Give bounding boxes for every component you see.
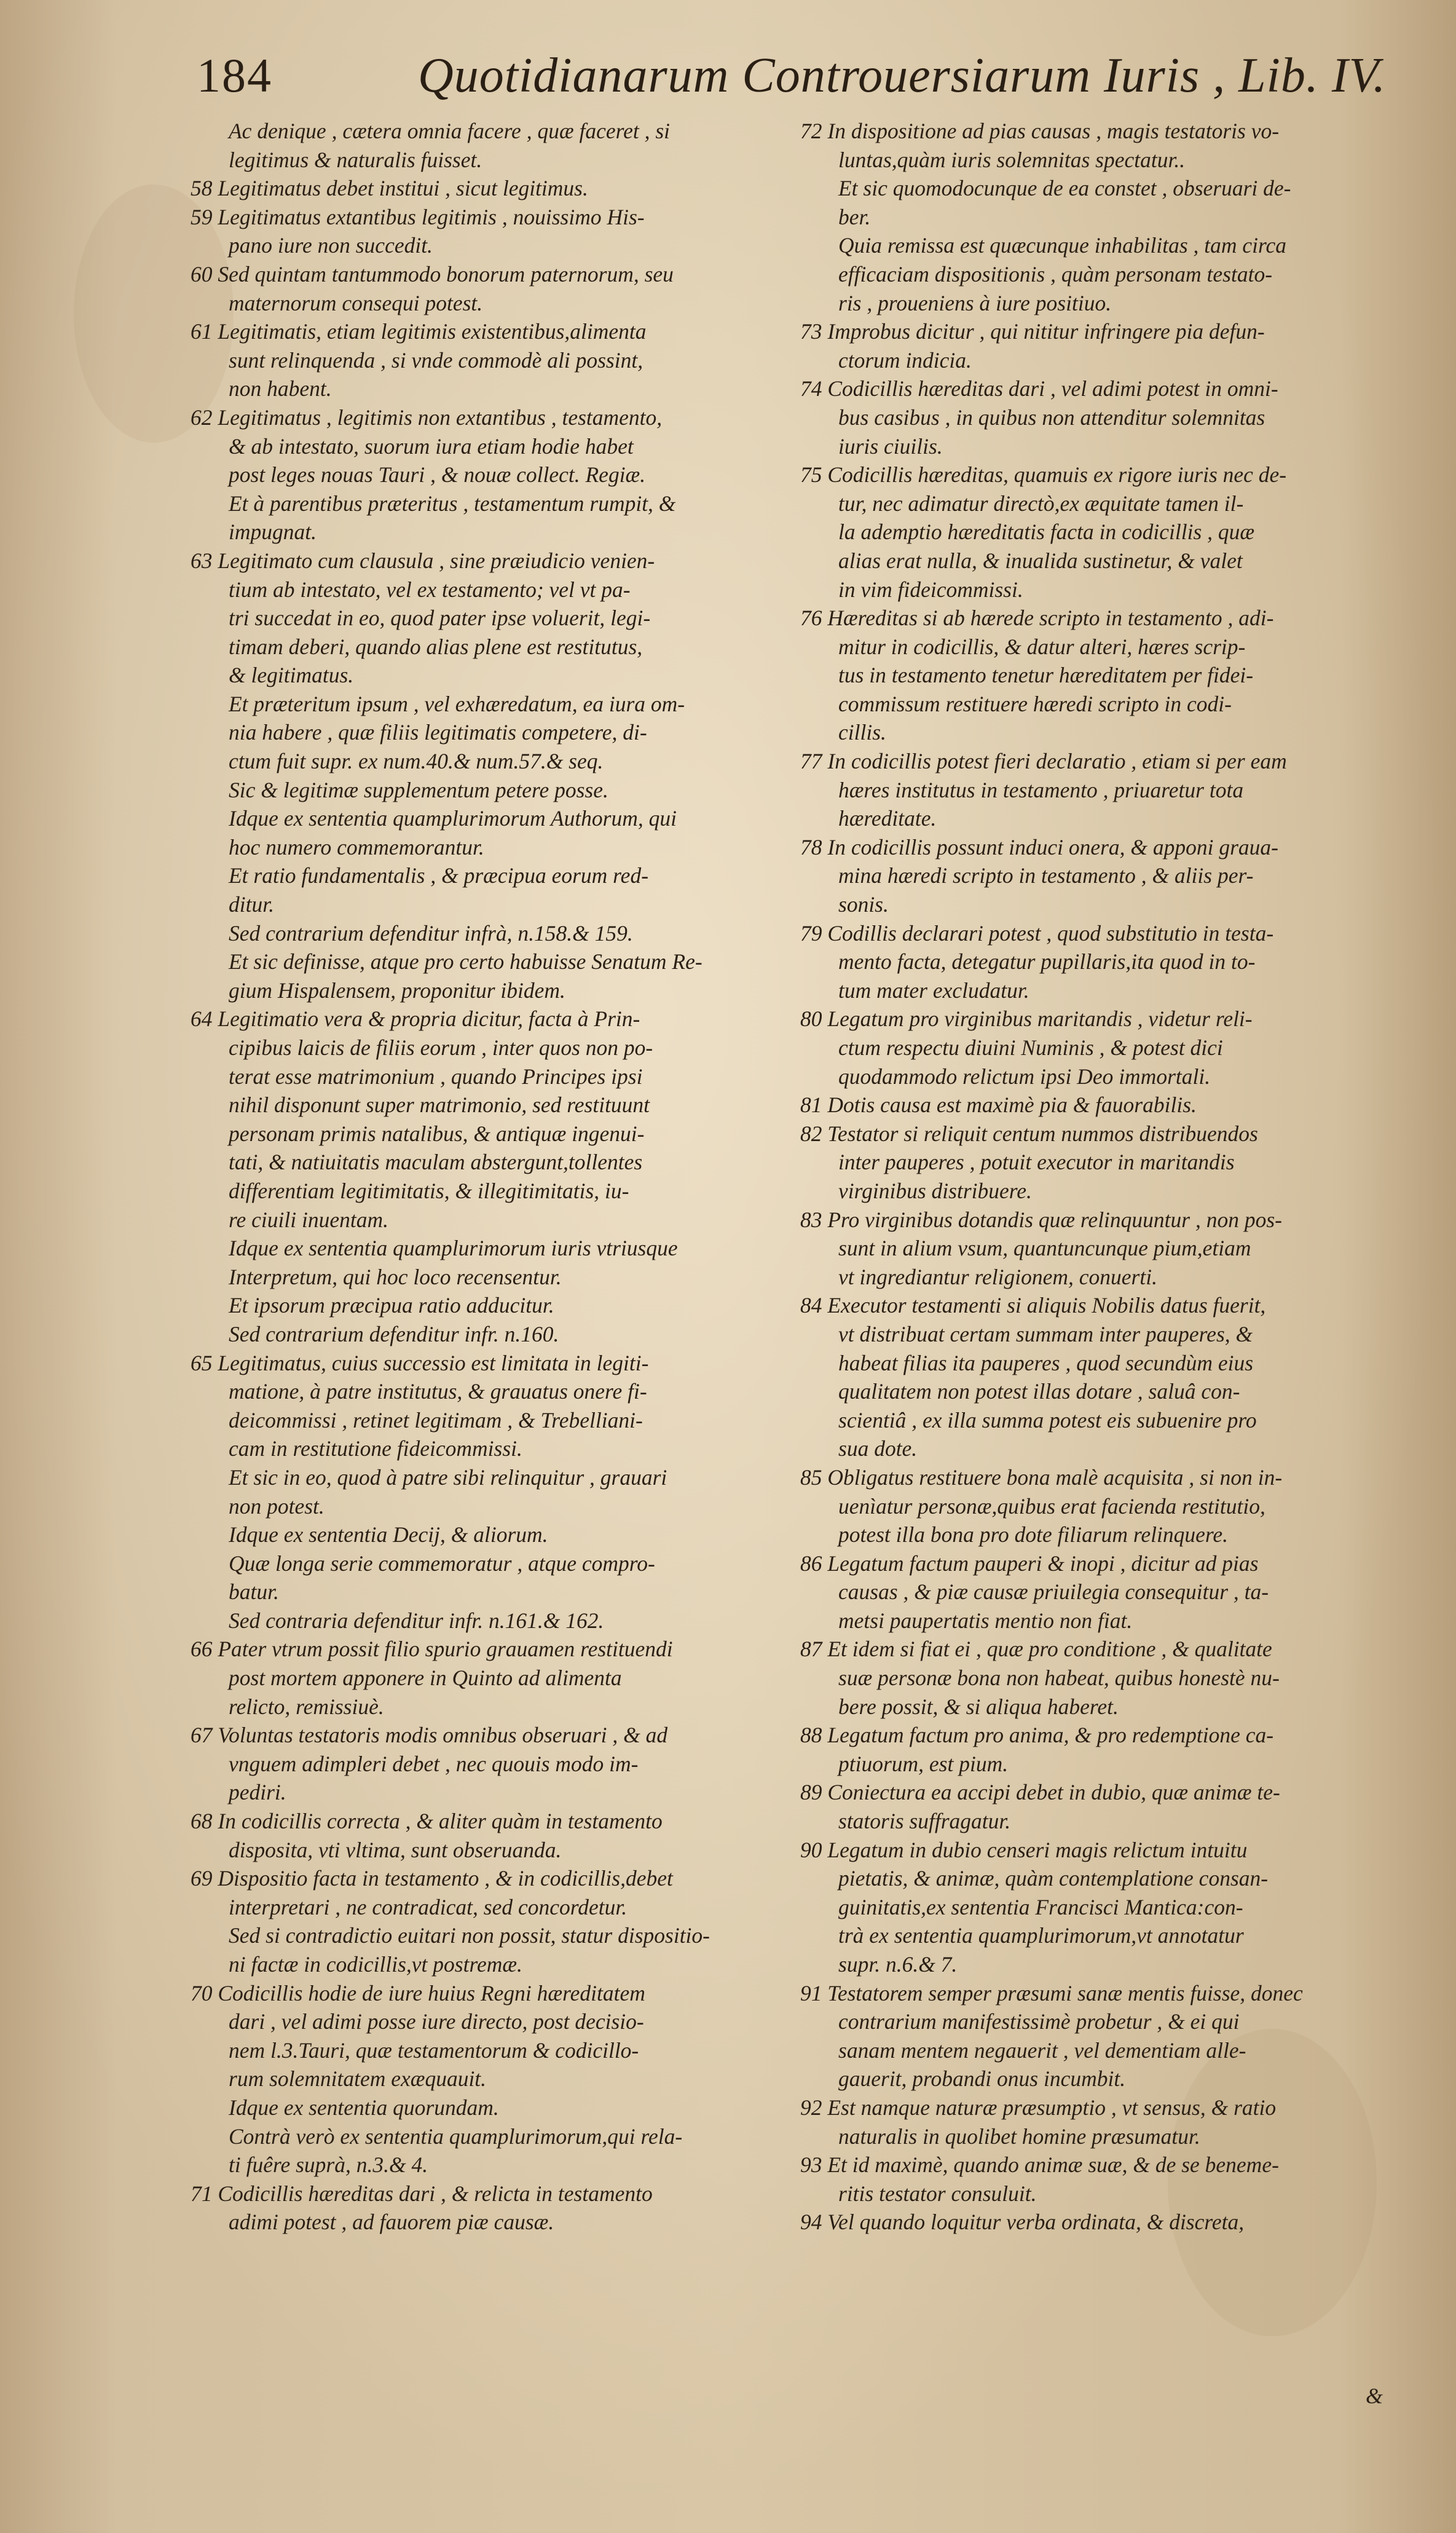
text-line: Et sic definisse, atque pro certo habuisse Senatum Re- [229,949,702,974]
text-line: Interpretum, qui hoc loco recensentur. [229,1264,562,1289]
text-line: qualitatem non potest illas dotare , saluâ con- [838,1379,1240,1404]
text-line: ptiuorum, est pium. [838,1751,1009,1776]
text-line: non potest. [229,1493,325,1519]
text-line: ris , proueniens à iure positiuo. [838,290,1112,315]
text-line: bus casibus , in quibus non attenditur solemnitas [838,405,1265,430]
text-line: 86 Legatum factum pauperi & inopi , dicitur ad pias [800,1551,1259,1576]
text-line: 75 Codicillis hæreditas, quamuis ex rigore iuris nec de- [800,462,1287,488]
text-line: 87 Et idem si fiat ei , quæ pro conditione , & qualitate [800,1637,1272,1662]
text-line: & ab intestato, suorum iura etiam hodie habet [229,433,634,459]
text-line: luntas,quàm iuris solemnitas spectatur.. [838,147,1186,172]
text-line: 64 Legitimatio vera & propria dicitur, facta à Prin- [191,1006,640,1032]
text-line: ctum respectu diuini Numinis , & potest dici [838,1035,1223,1060]
text-line: re ciuili inuentam. [229,1207,388,1232]
text-line: adimi potest , ad fauorem piæ causæ. [229,2210,554,2235]
catchword: & [1366,2384,1383,2408]
text-line: legitimus & naturalis fuisset. [229,147,482,172]
text-line: personam primis natalibus, & antiquæ ingenui- [229,1121,645,1146]
text-line: 81 Dotis causa est maximè pia & fauorabilis. [800,1093,1197,1118]
text-line: 94 Vel quando loquitur verba ordinata, & discreta, [800,2210,1245,2235]
text-line: potest illa bona pro dote filiarum relinquere. [838,1522,1229,1547]
page-header [197,48,1387,116]
text-line: causas , & piæ causæ priuilegia consequitur , ta- [838,1579,1269,1605]
text-line: Et ratio fundamentalis , & præcipua eorum red- [229,863,649,888]
text-line: mitur in codicillis, & datur alteri, hæres scrip- [838,634,1246,659]
text-line: tus in testamento tenetur hæreditatem per fidei- [838,663,1254,688]
text-line: mento facta, detegatur pupillaris,ita quod in to- [838,949,1256,974]
text-line: 69 Dispositio facta in testamento , & in codicillis,debet [191,1866,673,1891]
running-title: Quotidianarum Controuersiarum Iuris , Lib. IV. [418,49,1387,103]
text-line: uenìatur personæ,quibus erat facienda restitutio, [838,1493,1265,1519]
text-line: 85 Obligatus restituere bona malè acquisita , si non in- [800,1464,1283,1490]
text-line: rum solemnitatem exæquauit. [229,2066,487,2092]
text-line: 63 Legitimato cum clausula , sine præiudicio venien- [191,548,655,573]
text-line: cam in restitutione fideicommissi. [229,1436,522,1461]
text-line: 89 Coniectura ea accipi debet in dubio, quæ animæ te- [800,1780,1280,1805]
text-line: vt ingrediantur religionem, conuerti. [838,1264,1157,1289]
text-line: la ademptio hæreditatis facta in codicillis , quæ [838,520,1255,545]
text-line: 76 Hæreditas si ab hærede scripto in testamento , adi- [800,606,1274,631]
text-line: 65 Legitimatus, cuius successio est limitata in legiti- [191,1350,649,1375]
text-line: Et sic in eo, quod à patre sibi relinquitur , grauari [229,1464,667,1490]
left-text-column [191,117,781,2237]
text-line: relicto, remissiuè. [229,1694,384,1719]
text-line: suæ personæ bona non habeat, quibus honestè nu- [838,1666,1280,1691]
text-line: quodammodo relictum ipsi Deo immortali. [838,1064,1211,1089]
text-line: 67 Voluntas testatoris modis omnibus obseruari , & ad [191,1723,668,1748]
text-line: 61 Legitimatis, etiam legitimis existentibus,alimenta [191,319,647,344]
text-line: Idque ex sententia quamplurimorum iuris vtriusque [229,1236,678,1261]
text-line: dari , vel adimi posse iure directo, post decisio- [229,2009,644,2034]
text-line: timam deberi, quando alias plene est restitutus, [229,634,643,659]
text-line: ber. [838,204,871,229]
text-line: pediri. [229,1780,286,1805]
text-line: ritis testator consuluit. [838,2181,1037,2206]
text-line: sua dote. [838,1436,918,1461]
text-line: terat esse matrimonium , quando Principes ipsi [229,1064,643,1089]
text-line: metsi paupertatis mentio non fiat. [838,1608,1133,1633]
text-line: tum mater excludatur. [838,978,1029,1003]
text-line: habeat filias ita pauperes , quod secundùm eius [838,1350,1254,1375]
text-line: tium ab intestato, vel ex testamento; vel vt pa- [229,577,631,602]
text-line: 59 Legitimatus extantibus legitimis , nouissimo His- [191,204,645,229]
text-line: Et ipsorum præcipua ratio adducitur. [229,1293,554,1318]
text-line: hæres institutus in testamento , priuaretur tota [838,777,1244,802]
text-line: nem l.3.Tauri, quæ testamentorum & codicillo- [229,2037,639,2063]
text-line: sonis. [838,892,889,917]
text-line: Quia remissa est quæcunque inhabilitas , tam circa [838,233,1287,258]
text-line: sunt in alium vsum, quantuncunque pium,etiam [838,1236,1251,1261]
text-line: non habent. [229,376,332,401]
text-line: 70 Codicillis hodie de iure huius Regni hæreditatem [191,1980,645,2005]
text-line: scientiâ , ex illa summa potest eis subuenire pro [838,1407,1257,1432]
text-line: 92 Est namque naturæ præsumptio , vt sensus, & ratio [800,2095,1277,2120]
text-line: ditur. [229,892,274,917]
text-line: maternorum consequi potest. [229,290,483,315]
text-line: 91 Testatorem semper præsumi sanæ mentis fuisse, donec [800,1980,1303,2005]
text-line: 60 Sed quintam tantummodo bonorum paternorum, seu [191,261,674,286]
text-line: cipibus laicis de filiis eorum , inter quos non po- [229,1035,653,1060]
text-line: 66 Pater vtrum possit filio spurio grauamen restituendi [191,1637,673,1662]
text-line: pietatis, & animæ, quàm contemplatione consan- [838,1866,1269,1891]
text-line: 90 Legatum in dubio censeri magis relictum intuitu [800,1837,1248,1862]
text-line: 73 Improbus dicitur , qui nititur infringere pia defun- [800,319,1265,344]
text-line: Idque ex sententia quorundam. [229,2095,499,2120]
text-line: Contrà verò ex sententia quamplurimorum,qui rela- [229,2124,683,2149]
text-line: inter pauperes , potuit executor in maritandis [838,1150,1235,1175]
right-text-column [800,117,1393,2237]
text-line: 72 In dispositione ad pias causas , magis testatoris vo- [800,119,1280,143]
text-line: deicommissi , retinet legitimam , & Trebelliani- [229,1407,643,1432]
text-line: ti fuêre suprà, n.3.& 4. [229,2152,428,2178]
text-line: Idque ex sententia quamplurimorum Authorum, qui [229,806,677,831]
text-line: 82 Testator si reliquit centum nummos distribuendos [800,1121,1258,1146]
text-line: matione, à patre institutus, & grauatus onere fi- [229,1379,647,1404]
text-line: Ac denique , cætera omnia facere , quæ faceret , si [229,119,671,143]
text-line: naturalis in quolibet homine præsumatur. [838,2124,1200,2149]
text-line: 93 Et id maximè, quando animæ suæ, & de se beneme- [800,2152,1279,2178]
text-line: disposita, vti vltima, sunt obseruanda. [229,1837,562,1862]
text-line: efficaciam dispositionis , quàm personam testato- [838,261,1273,286]
text-line: gauerit, probandi onus incumbit. [838,2066,1126,2092]
text-line: Quæ longa serie commemoratur , atque compro- [229,1551,655,1576]
text-line: 77 In codicillis potest fieri declaratio , etiam si per eam [800,749,1287,774]
text-line: 83 Pro virginibus dotandis quæ relinquuntur , non pos- [800,1207,1282,1232]
text-line: mina hæredi scripto in testamento , & aliis per- [838,863,1254,888]
text-line: Sed contrarium defenditur infrà, n.158.& 159. [229,920,633,946]
text-line: post mortem apponere in Quinto ad alimenta [229,1666,622,1691]
text-line: tati, & natiuitatis maculam abstergunt,tollentes [229,1150,643,1175]
text-line: & legitimatus. [229,663,354,688]
page-number: 184 [197,49,272,102]
text-line: 71 Codicillis hæreditas dari , & relicta in testamento [191,2181,653,2206]
text-line: hæreditate. [838,806,937,831]
text-line: 84 Executor testamenti si aliquis Nobilis datus fuerit, [800,1293,1266,1318]
text-line: 79 Codillis declarari potest , quod substitutio in testa- [800,920,1274,946]
text-line: tur, nec adimatur directò,ex æquitate tamen il- [838,491,1244,516]
text-line: 58 Legitimatus debet institui , sicut legitimus. [191,176,588,201]
text-line: vt distribuat certam summam inter pauperes, & [838,1321,1253,1346]
text-line: Sed contraria defenditur infr. n.161.& 162. [229,1608,604,1633]
text-line: Sed si contradictio euitari non possit, statur dispositio- [229,1923,710,1948]
text-line: tri succedat in eo, quod pater ipse voluerit, legi- [229,606,651,631]
text-line: 88 Legatum factum pro anima, & pro redemptione ca- [800,1723,1274,1748]
text-line: hoc numero commemorantur. [229,834,484,859]
text-line: sanam mentem negauerit , vel dementiam alle- [838,2037,1246,2063]
text-line: commissum restituere hæredi scripto in codi- [838,691,1232,716]
text-line: statoris suffragatur. [838,1809,1011,1834]
text-line: impugnat. [229,520,317,545]
text-line: 78 In codicillis possunt induci onera, & apponi graua- [800,834,1279,859]
text-line: in vim fideicommissi. [838,577,1023,602]
text-line: supr. n.6.& 7. [838,1952,958,1977]
text-line: virginibus distribuere. [838,1178,1032,1203]
text-line: bere possit, & si aliqua haberet. [838,1694,1119,1719]
text-line: trà ex sententia quamplurimorum,vt annotatur [838,1923,1244,1948]
text-line: 62 Legitimatus , legitimis non extantibus , testamento, [191,405,663,430]
text-line: guinitatis,ex sententia Francisci Mantica:con- [838,1894,1243,1919]
text-line: Sed contrarium defenditur infr. n.160. [229,1321,559,1346]
text-line: ctum fuit supr. ex num.40.& num.57.& seq. [229,749,604,774]
text-line: 80 Legatum pro virginibus maritandis , videtur reli- [800,1006,1253,1032]
text-line: contrarium manifestissimè probetur , & ei qui [838,2009,1240,2034]
text-line: iuris ciuilis. [838,433,943,459]
text-line: batur. [229,1579,279,1605]
text-line: 74 Codicillis hæreditas dari , vel adimi potest in omni- [800,376,1278,401]
text-line: interpretari , ne contradicat, sed concordetur. [229,1894,628,1919]
text-line: nihil disponunt super matrimonio, sed restituunt [229,1093,650,1118]
text-line: gium Hispalensem, proponitur ibidem. [229,978,565,1003]
text-line: pano iure non succedit. [229,233,433,258]
text-line: cillis. [838,720,886,745]
text-line: Idque ex sententia Decij, & aliorum. [229,1522,548,1547]
text-line: Et sic quomodocunque de ea constet , obseruari de- [838,176,1291,201]
text-line: Sic & legitimæ supplementum petere posse. [229,777,608,802]
text-line: Et præteritum ipsum , vel exhæredatum, ea iura om- [229,691,685,716]
text-line: nia habere , quæ filiis legitimatis competere, di- [229,720,647,745]
text-line: 68 In codicillis correcta , & aliter quàm in testamento [191,1809,663,1834]
text-line: sunt relinquenda , si vnde commodè ali possint, [229,347,643,373]
text-line: differentiam legitimitatis, & illegitimitatis, iu- [229,1178,629,1203]
text-line: ni factæ in codicillis,vt postremæ. [229,1952,522,1977]
text-line: post leges nouas Tauri , & nouæ collect. Regiæ. [229,462,646,488]
text-line: ctorum indicia. [838,347,972,373]
text-line: alias erat nulla, & inualida sustinetur, & valet [838,548,1243,573]
text-line: Et à parentibus præteritus , testamentum rumpit, & [229,491,676,516]
text-line: vnguem adimpleri debet , nec quouis modo im- [229,1751,639,1776]
